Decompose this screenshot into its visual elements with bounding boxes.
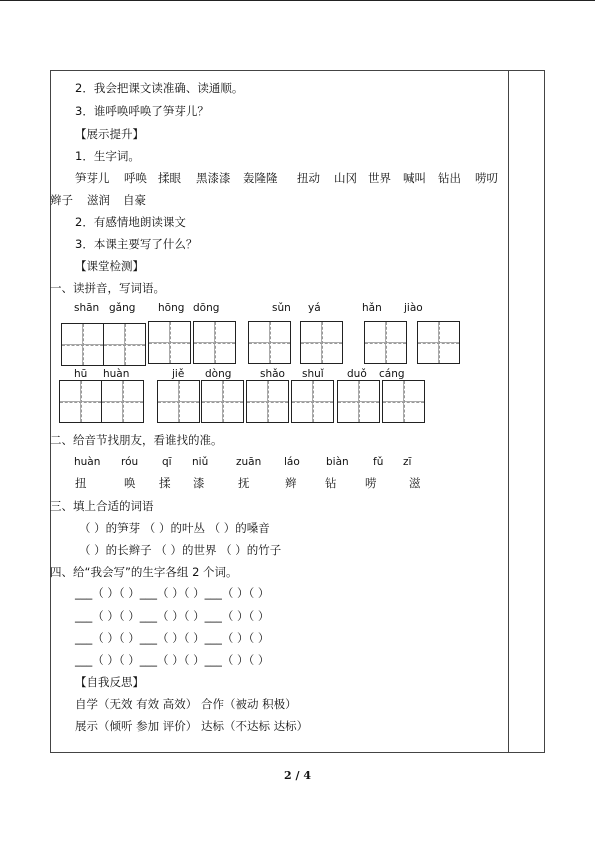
question-1: 一、读拼音，写词语。 bbox=[50, 281, 165, 295]
writing-box[interactable] bbox=[291, 380, 334, 423]
word: 山冈 bbox=[334, 171, 357, 185]
section-reflection: 【自我反思】 bbox=[75, 675, 144, 689]
reflection-line-1: 自学（无效 有效 高效） 合作（被动 积极） bbox=[75, 697, 297, 711]
pinyin: huàn bbox=[103, 368, 130, 380]
word: 滋润 bbox=[87, 193, 110, 207]
writing-box[interactable] bbox=[364, 321, 407, 364]
character: 漆 bbox=[193, 476, 205, 490]
pinyin: dōng bbox=[193, 302, 220, 314]
pinyin: qī bbox=[162, 456, 172, 468]
section-check: 【课堂检测】 bbox=[75, 259, 144, 273]
section-show: 【展示提升】 bbox=[75, 127, 144, 141]
pinyin: cáng bbox=[379, 368, 405, 380]
pinyin: fǔ bbox=[373, 456, 384, 468]
pinyin: hōng bbox=[158, 302, 185, 314]
character: 抚 bbox=[238, 476, 250, 490]
writing-box[interactable] bbox=[148, 321, 191, 364]
writing-box[interactable] bbox=[59, 380, 102, 423]
fill-line-1: （ ）的笋芽 （ ）的叶丛 （ ）的嗓音 bbox=[79, 521, 270, 535]
word: 喊叫 bbox=[403, 171, 426, 185]
page-number: 2 / 4 bbox=[284, 769, 311, 782]
word: 世界 bbox=[368, 171, 391, 185]
pinyin: zī bbox=[403, 456, 412, 468]
blank-line[interactable]: ___（ ）（ ）___（ ）（ ）___（ ）（ ） bbox=[75, 653, 270, 667]
blank-line[interactable]: ___（ ）（ ）___（ ）（ ）___（ ）（ ） bbox=[75, 631, 270, 645]
pinyin: shǎo bbox=[260, 368, 285, 380]
character: 揉 bbox=[159, 476, 171, 490]
writing-box[interactable] bbox=[417, 321, 460, 364]
word: 笋芽儿 bbox=[75, 171, 110, 185]
question-4: 四、给“我会写”的生字各组 2 个词。 bbox=[50, 565, 238, 579]
word: 轰隆隆 bbox=[243, 171, 278, 185]
writing-box[interactable] bbox=[61, 323, 104, 366]
word: 唠叨 bbox=[475, 171, 498, 185]
pinyin: dòng bbox=[205, 368, 232, 380]
pinyin: láo bbox=[284, 456, 300, 468]
writing-box[interactable] bbox=[103, 323, 146, 366]
pinyin: yá bbox=[308, 302, 321, 314]
line-new-words: 1．生字词。 bbox=[75, 149, 140, 163]
pinyin: jiě bbox=[172, 368, 185, 380]
writing-box[interactable] bbox=[201, 380, 244, 423]
fill-line-2: （ ）的长辫子 （ ）的世界 （ ）的竹子 bbox=[79, 543, 282, 557]
writing-box[interactable] bbox=[157, 380, 200, 423]
character: 唠 bbox=[365, 476, 377, 490]
blank-line[interactable]: ___（ ）（ ）___（ ）（ ）___（ ）（ ） bbox=[75, 609, 270, 623]
writing-box[interactable] bbox=[248, 321, 291, 364]
line-who-called: 3．谁呼唤呼唤了笋芽儿？ bbox=[75, 104, 209, 118]
pinyin: niǔ bbox=[192, 456, 209, 468]
pinyin: gǎng bbox=[109, 302, 136, 314]
table-column-divider bbox=[508, 70, 509, 753]
header-rule bbox=[0, 0, 595, 1]
pinyin: sǔn bbox=[272, 302, 291, 314]
pinyin: róu bbox=[121, 456, 139, 468]
pinyin: shuǐ bbox=[302, 368, 324, 380]
pinyin: shān bbox=[74, 302, 100, 314]
word: 黑漆漆 bbox=[196, 171, 231, 185]
question-3: 三、填上合适的词语 bbox=[50, 499, 154, 513]
writing-box[interactable] bbox=[246, 380, 289, 423]
word: 辫子 bbox=[50, 193, 73, 207]
character: 钻 bbox=[325, 476, 337, 490]
pinyin: huàn bbox=[74, 456, 101, 468]
character: 滋 bbox=[409, 476, 421, 490]
pinyin: duǒ bbox=[347, 368, 367, 380]
line-read-emotion: 2．有感情地朗读课文 bbox=[75, 215, 186, 229]
word: 扭动 bbox=[297, 171, 320, 185]
writing-box[interactable] bbox=[101, 380, 144, 423]
word: 呼唤 bbox=[124, 171, 147, 185]
word: 钻出 bbox=[438, 171, 461, 185]
writing-box[interactable] bbox=[193, 321, 236, 364]
word: 揉眼 bbox=[158, 171, 181, 185]
writing-box[interactable] bbox=[300, 321, 343, 364]
question-2: 二、给音节找朋友，看谁找的准。 bbox=[50, 433, 223, 447]
blank-line[interactable]: ___（ ）（ ）___（ ）（ ）___（ ）（ ） bbox=[75, 586, 270, 600]
pinyin: hǎn bbox=[362, 302, 382, 314]
character: 扭 bbox=[75, 476, 87, 490]
character: 辫 bbox=[285, 476, 297, 490]
writing-box[interactable] bbox=[337, 380, 380, 423]
line-main-idea: 3．本课主要写了什么？ bbox=[75, 237, 198, 251]
pinyin: jiào bbox=[404, 302, 423, 314]
character: 唤 bbox=[124, 476, 136, 490]
reflection-line-2: 展示（倾听 参加 评价） 达标（不达标 达标） bbox=[75, 719, 309, 733]
line-read-aloud: 2．我会把课文读准确、读通顺。 bbox=[75, 81, 244, 95]
writing-box[interactable] bbox=[382, 380, 425, 423]
pinyin: biàn bbox=[326, 456, 349, 468]
pinyin: zuān bbox=[236, 456, 262, 468]
pinyin: hū bbox=[74, 368, 88, 380]
word: 自豪 bbox=[123, 193, 146, 207]
